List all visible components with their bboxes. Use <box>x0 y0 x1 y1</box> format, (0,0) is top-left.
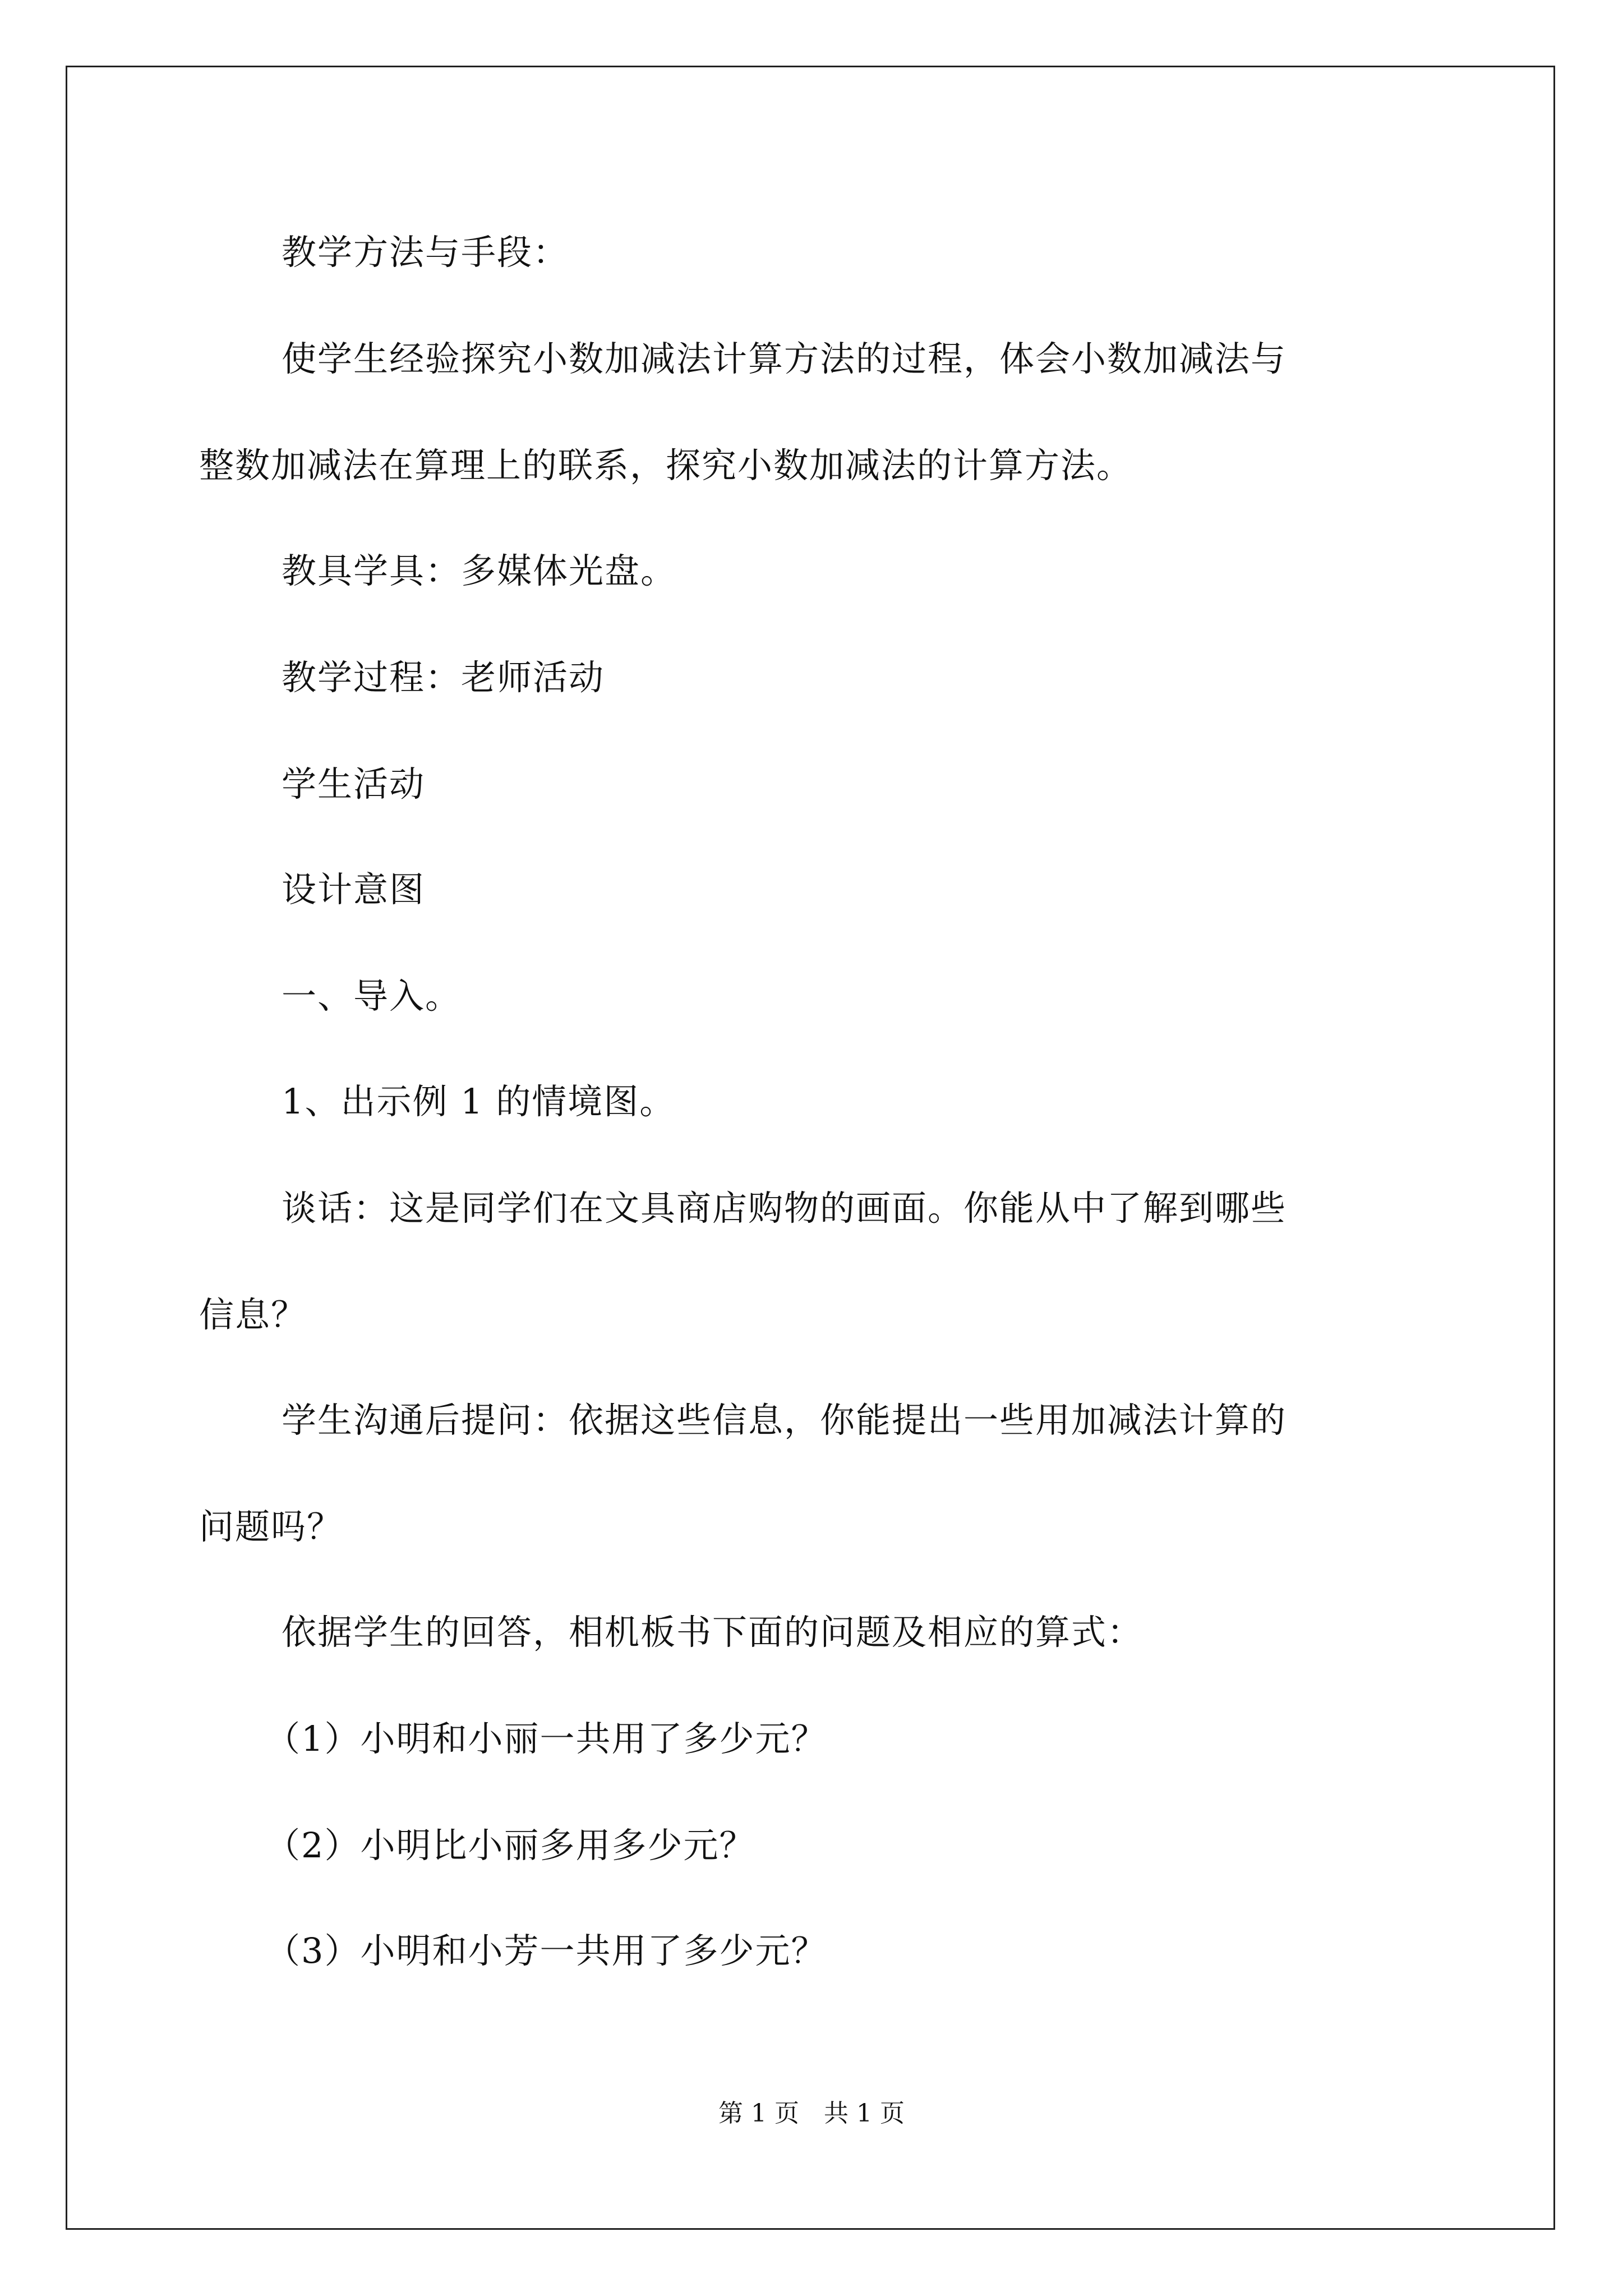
paragraph-line: 谈话：这是同学们在文具商店购物的画面。你能从中了解到哪些 <box>282 1188 1287 1228</box>
list-item: 1、出示例 1 的情境图。 <box>282 1081 676 1122</box>
paragraph-line: 使学生经验探究小数加减法计算方法的过程，体会小数加减法与 <box>282 338 1287 379</box>
paragraph-line: 问题吗？ <box>199 1506 343 1547</box>
question-item: （1）小明和小丽一共用了多少元？ <box>265 1718 827 1759</box>
teaching-process-line: 教学过程：老师活动 <box>282 657 605 698</box>
heading-teaching-methods: 教学方法与手段： <box>282 232 569 273</box>
question-item: （2）小明比小丽多用多少元？ <box>265 1825 755 1866</box>
student-activity-line: 学生活动 <box>282 763 426 804</box>
paragraph-line: 信息？ <box>199 1294 307 1335</box>
paragraph-line: 整数加减法在算理上的联系，探究小数加减法的计算方法。 <box>199 445 1133 486</box>
question-item: （3）小明和小芳一共用了多少元？ <box>265 1930 827 1971</box>
teaching-aids-line: 教具学具：多媒体光盘。 <box>282 550 677 591</box>
paragraph-line: 依据学生的回答，相机板书下面的问题及相应的算式： <box>282 1612 1144 1653</box>
page-number-footer: 第 1 页 共 1 页 <box>718 2099 905 2128</box>
page-border <box>66 66 1555 2230</box>
paragraph-line: 学生沟通后提问：依据这些信息，你能提出一些用加减法计算的 <box>282 1400 1287 1441</box>
design-intent-line: 设计意图 <box>282 869 426 910</box>
section-heading: 一、导入。 <box>282 976 462 1016</box>
